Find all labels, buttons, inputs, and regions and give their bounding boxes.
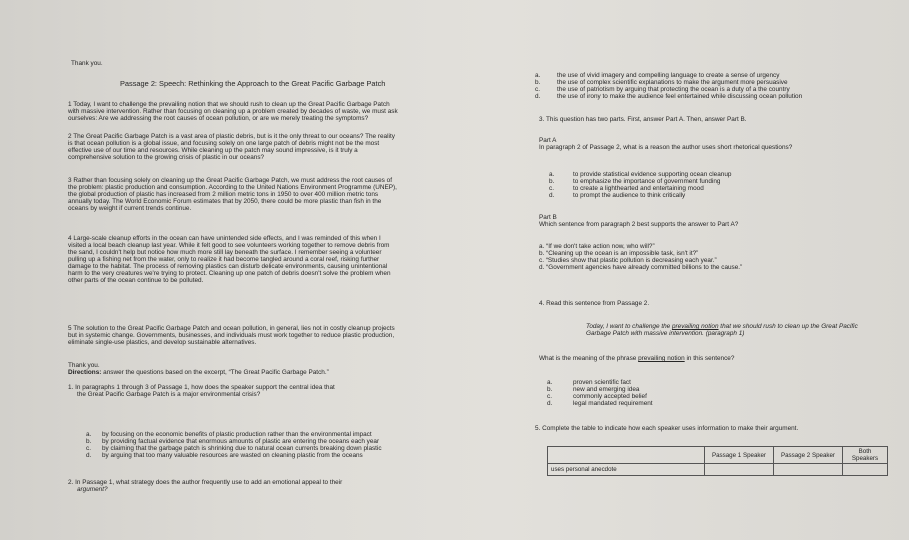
option-text: “Government agencies have already committed billions to the cause.”: [546, 264, 743, 271]
quoted-sentence-line-2: Garbage Patch with massive intervention. (paragraph 1): [586, 330, 745, 337]
option-letter: b.: [547, 386, 553, 393]
question-2-stem: argument?: [77, 486, 108, 493]
option-letter: b.: [549, 178, 555, 185]
table-answer-cell[interactable]: [843, 464, 888, 476]
option-letter: b.: [539, 250, 545, 257]
passage-line: but in systemic change. Governments, businesses, and individuals must work together to reduce plastic production,: [68, 332, 395, 339]
table-header-cell: [548, 447, 705, 464]
option-text: by arguing that too many valuable resources are wasted on cleaning plastic from the oceans: [102, 452, 363, 459]
answer-option-d[interactable]: [539, 264, 742, 272]
passage-line: is that ocean pollution is a global issue, and focusing solely on one large patch of debris might not be the most: [68, 140, 380, 147]
option-text: to provide statistical evidence supporting ocean cleanup: [573, 171, 732, 178]
option-text: to create a lighthearted and entertaining mood: [573, 185, 704, 192]
thank-you-top: Thank you.: [71, 60, 103, 67]
question-stem: 1. In paragraphs 1 through 3 of Passage 1, how does the speaker support the central idea that: [68, 384, 335, 391]
option-letter: d.: [549, 192, 555, 199]
option-text: by claiming that the garbage patch is shrinking due to natural ocean currents breaking down plastic: [102, 445, 382, 452]
thank-you-closing: Thank you.: [68, 362, 100, 369]
option-letter: b.: [86, 438, 92, 445]
quote-underlined-phrase: prevailing notion: [671, 323, 719, 330]
table-answer-cell[interactable]: [705, 464, 774, 476]
passage-line: comprehensive solution to the growing crisis of plastic in our oceans?: [68, 154, 265, 161]
passage-line: 1 Today, I want to challenge the prevailing notion that we should rush to clean up the Great Pacific Garbage Patch: [68, 101, 390, 108]
part-b-stem: Which sentence from paragraph 2 best supports the answer to Part A?: [539, 221, 739, 228]
passage-line: ourselves: Are we addressing the root causes of ocean pollution, or are we merely treating the symptoms?: [68, 115, 369, 122]
option-text: “Cleaning up the ocean is an impossible task, isn't it?”: [546, 250, 699, 257]
part-b-label: Part B: [539, 214, 557, 221]
passage-line: the problem: plastic production and consumption. According to the United Nations Environment Programme (UNEP),: [68, 184, 397, 191]
question-2-stem: 2. In Passage 1, what strategy does the author frequently use to add an emotional appeal to their: [68, 479, 343, 486]
quote-text: Today, I want to challenge the: [586, 323, 672, 330]
option-text: legal mandated requirement: [573, 400, 653, 407]
question-5-stem: 5. Complete the table to indicate how each speaker uses information to make their argument.: [535, 425, 799, 432]
table-row-label: uses personal anecdote: [548, 464, 705, 476]
passage-line: other parts of the ocean continue to be polluted.: [68, 277, 204, 284]
option-letter: a.: [549, 171, 555, 178]
passage-line: effective use of our time and resources. While cleaning up the patch may sound impressive, is it truly a: [68, 147, 358, 154]
passage-line: visited a local beach cleanup last year. While it felt good to see volunteers working together to remove debris from: [68, 242, 390, 249]
prompt-text: in this sentence?: [684, 355, 735, 362]
passage-line: 2 The Great Pacific Garbage Patch is a vast area of plastic debris, but is it the only threat to our oceans? The reality: [68, 133, 395, 140]
prompt-underlined-phrase: prevailing notion: [638, 355, 685, 362]
table-header-cell: Both Speakers: [843, 447, 888, 464]
option-letter: d.: [86, 452, 92, 459]
option-text: the use of patriotism by arguing that protecting the ocean is a duty of a the country: [557, 86, 790, 93]
table-answer-cell[interactable]: [774, 464, 843, 476]
option-letter: c.: [86, 445, 91, 452]
passage-line: 4 Large-scale cleanup efforts in the ocean can have unintended side effects, and I was reminded of this when I: [68, 235, 381, 242]
option-letter: c.: [547, 393, 552, 400]
speaker-comparison-table: [547, 446, 888, 476]
option-letter: d.: [547, 400, 553, 407]
passage-line: 5 The solution to the Great Pacific Garbage Patch and ocean pollution, in general, lies not in costly cleanup projects: [68, 325, 395, 332]
question-prompt: [539, 355, 734, 363]
passage-title: Passage 2: Speech: Rethinking the Approach to the Great Pacific Garbage Patch: [120, 79, 386, 88]
option-text: new and emerging idea: [573, 386, 640, 393]
part-a-stem: In paragraph 2 of Passage 2, what is a reason the author uses short rhetorical questions?: [539, 144, 793, 151]
option-text: to prompt the audience to think critically: [573, 192, 686, 199]
answer-option-d[interactable]: [547, 400, 653, 408]
option-text: “Studies show that plastic pollution is decreasing each year.”: [545, 257, 717, 264]
option-letter: c.: [539, 257, 544, 264]
option-letter: d.: [539, 264, 545, 271]
directions-text: answer the questions based on the excerpt, “The Great Pacific Garbage Patch.”: [101, 369, 329, 376]
table-header-cell: Passage 1 Speaker: [705, 447, 774, 464]
prompt-text: What is the meaning of the phrase: [539, 355, 639, 362]
option-text: the use of irony to make the audience feel entertained while discussing ocean pollution: [557, 93, 803, 100]
option-letter: a.: [535, 72, 541, 79]
passage-line: eliminate single-use plastics, and develop sustainable alternatives.: [68, 339, 257, 346]
directions-label: Directions:: [68, 369, 102, 376]
option-text: commonly accepted belief: [573, 393, 647, 400]
option-letter: b.: [535, 79, 541, 86]
question-stem: 3. This question has two parts. First, answer Part A. Then, answer Part B.: [539, 116, 747, 123]
option-text: “If we don't take action now, who will?”: [546, 243, 655, 250]
passage-line: oceans by weight if current trends continue.: [68, 205, 192, 212]
option-text: to emphasize the importance of government funding: [573, 178, 721, 185]
passage-line: annually today. The World Economic Forum estimates that by 2050, there could be more plastic than fish in the: [68, 198, 382, 205]
directions: [68, 369, 329, 377]
quote-text: that we should rush to clean up the Great Pacific: [718, 323, 858, 330]
passage-line: harm to the very creatures we're trying to protect. Cleaning up one patch of debris doesn't solve the problem when: [68, 270, 391, 277]
option-letter: c.: [549, 185, 554, 192]
answer-option-d[interactable]: [86, 452, 363, 460]
passage-line: 3 Rather than focusing solely on cleaning up the Great Pacific Garbage Patch, we must address the root causes of: [68, 177, 392, 184]
option-letter: d.: [535, 93, 541, 100]
option-text: the use of complex scientific explanations to make the argument more persuasive: [557, 79, 788, 86]
passage-line: with massive intervention. Rather than focusing on cleaning up a problem created by decades of waste, we must ask: [68, 108, 398, 115]
question-stem: 4. Read this sentence from Passage 2.: [539, 300, 650, 307]
option-text: the use of vivid imagery and compelling language to create a sense of urgency: [557, 72, 780, 79]
question-stem: the Great Pacific Garbage Patch is a major environmental crisis?: [77, 391, 261, 398]
table-header-row: [548, 447, 888, 464]
answer-option-d[interactable]: [549, 192, 685, 200]
table-header-cell: Passage 2 Speaker: [774, 447, 843, 464]
option-letter: a.: [539, 243, 545, 250]
option-text: proven scientific fact: [573, 379, 631, 386]
passage-line: damage to the habitat. The process of removing plastics can disturb delicate environments, causing unintentional: [68, 263, 388, 270]
option-text: by providing factual evidence that enormous amounts of plastic are entering the oceans each year: [102, 438, 380, 445]
option-letter: c.: [535, 86, 540, 93]
passage-line: the global production of plastic has increased from 2 million metric tons in 1950 to over 400 million metric tons: [68, 191, 379, 198]
passage-line: pulling up a fishing net from the water, only to realize it had become tangled around a coral reef, risking further: [68, 256, 380, 263]
table-row: [548, 464, 888, 476]
option-letter: a.: [86, 431, 92, 438]
option-text: by focusing on the economic benefits of plastic production rather than the environmental impact: [102, 431, 372, 438]
answer-option-d[interactable]: [535, 93, 802, 101]
part-a-label: Part A: [539, 137, 557, 144]
passage-line: the sand, I couldn't help but notice how much more still lay beneath the surface. I remember seeing a volunteer: [68, 249, 382, 256]
option-letter: a.: [547, 379, 553, 386]
